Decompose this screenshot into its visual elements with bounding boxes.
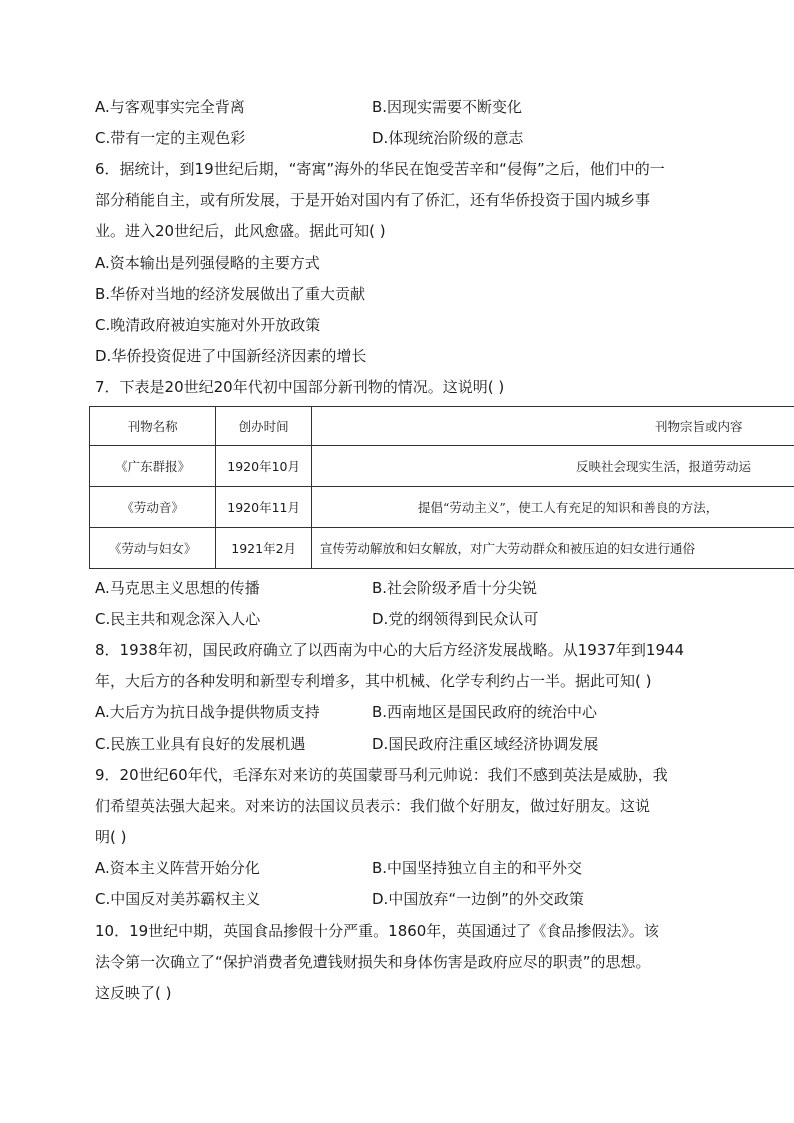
table-cell-text: 反映社会现实生活，报道劳动运 [575,459,751,474]
q9-option-b[interactable]: B.中国坚持独立自主的和平外交 [372,859,583,877]
q9-stem-line-3: 明( ) [95,828,127,846]
table-header-cell [311,407,794,446]
q9-option-c[interactable]: C.中国反对美苏霸权主义 [95,890,261,908]
q5-option-d[interactable]: D.体现统治阶级的意志 [372,129,524,147]
q6-stem-line-1: 6．据统计，到19世纪后期，“寄寓”海外的华民在饱受苦辛和“侵侮”之后，他们中的一 [95,160,665,178]
q10-stem-line-2: 法令第一次确立了“保护消费者免遭钱财损失和身体伤害是政府应尽的职责”的思想。 [95,953,651,971]
q7-option-c[interactable]: C.民主共和观念深入人心 [95,610,261,628]
table-cell: 《劳动与妇女》 [90,528,216,569]
q8-option-d[interactable]: D.国民政府注重区域经济协调发展 [372,735,599,753]
table-row [90,446,794,487]
q8-stem-line-2: 年，大后方的各种发明和新型专利增多，其中机械、化学专利约占一半。据此可知( ) [95,672,652,690]
table-header-row [90,407,794,446]
q7-option-a[interactable]: A.马克思主义思想的传播 [95,579,260,597]
table-cell: 1920年10月 [216,446,312,487]
q9-stem-line-1: 9．20世纪60年代，毛泽东对来访的英国蒙哥马利元帅说：我们不感到英法是威胁，我 [95,766,668,784]
q10-stem-line-1: 10．19世纪中期，英国食品掺假十分严重。1860年，英国通过了《食品掺假法》。该 [95,922,659,940]
q6-stem-line-2: 部分稍能自主，或有所发展，于是开始对国内有了侨汇，还有华侨投资于国内城乡事 [95,191,651,209]
q9-option-a[interactable]: A.资本主义阵营开始分化 [95,859,260,877]
q6-option-a[interactable]: A.资本输出是列强侵略的主要方式 [95,254,320,272]
q6-option-c[interactable]: C.晚清政府被迫实施对外开放政策 [95,316,321,334]
table-row [90,528,794,569]
q8-option-a[interactable]: A.大后方为抗日战争提供物质支持 [95,703,320,721]
q7-option-d[interactable]: D.党的纲领得到民众认可 [372,610,539,628]
q5-option-a[interactable]: A.与客观事实完全背离 [95,98,245,116]
table-cell-text: 提倡“劳动主义”，使工人有充足的知识和善良的方法， [417,500,719,515]
q9-option-d[interactable]: D.中国放弃“一边倒”的外交政策 [372,890,584,908]
table-header-text: 刊物宗旨或内容 [654,419,743,434]
q7-stem: 7．下表是20世纪20年代初中国部分新刊物的情况。这说明( ) [95,378,505,396]
table-header-cell: 创办时间 [216,407,312,446]
q6-option-b[interactable]: B.华侨对当地的经济发展做出了重大贡献 [95,285,366,303]
q5-option-b[interactable]: B.因现实需要不断变化 [372,98,523,116]
q7-option-b[interactable]: B.社会阶级矛盾十分尖锐 [372,579,538,597]
q8-stem-line-1: 8．1938年初，国民政府确立了以西南为中心的大后方经济发展战略。从1937年到1944 [95,641,685,659]
q5-option-c[interactable]: C.带有一定的主观色彩 [95,129,246,147]
table-cell: 1921年2月 [216,528,312,569]
q7-table [89,406,794,569]
q9-stem-line-2: 们希望英法强大起来。对来访的法国议员表示：我们做个好朋友，做过好朋友。这说 [95,797,651,815]
q6-option-d[interactable]: D.华侨投资促进了中国新经济因素的增长 [95,347,367,365]
table-cell: 1920年11月 [216,487,312,528]
table-header-cell: 刊物名称 [90,407,216,446]
q10-stem-line-3: 这反映了( ) [95,984,172,1002]
table-cell [311,528,794,569]
table-cell: 《劳动音》 [90,487,216,528]
table-row [90,487,794,528]
table-cell [311,446,794,487]
table-cell: 《广东群报》 [90,446,216,487]
q8-option-b[interactable]: B.西南地区是国民政府的统治中心 [372,703,598,721]
q8-option-c[interactable]: C.民族工业具有良好的发展机遇 [95,735,306,753]
q6-stem-line-3: 业。进入20世纪后，此风愈盛。据此可知( ) [95,222,386,240]
table-cell [311,487,794,528]
table-cell-text: 宣传劳动解放和妇女解放，对广大劳动群众和被压迫的妇女进行通俗 [319,541,695,556]
